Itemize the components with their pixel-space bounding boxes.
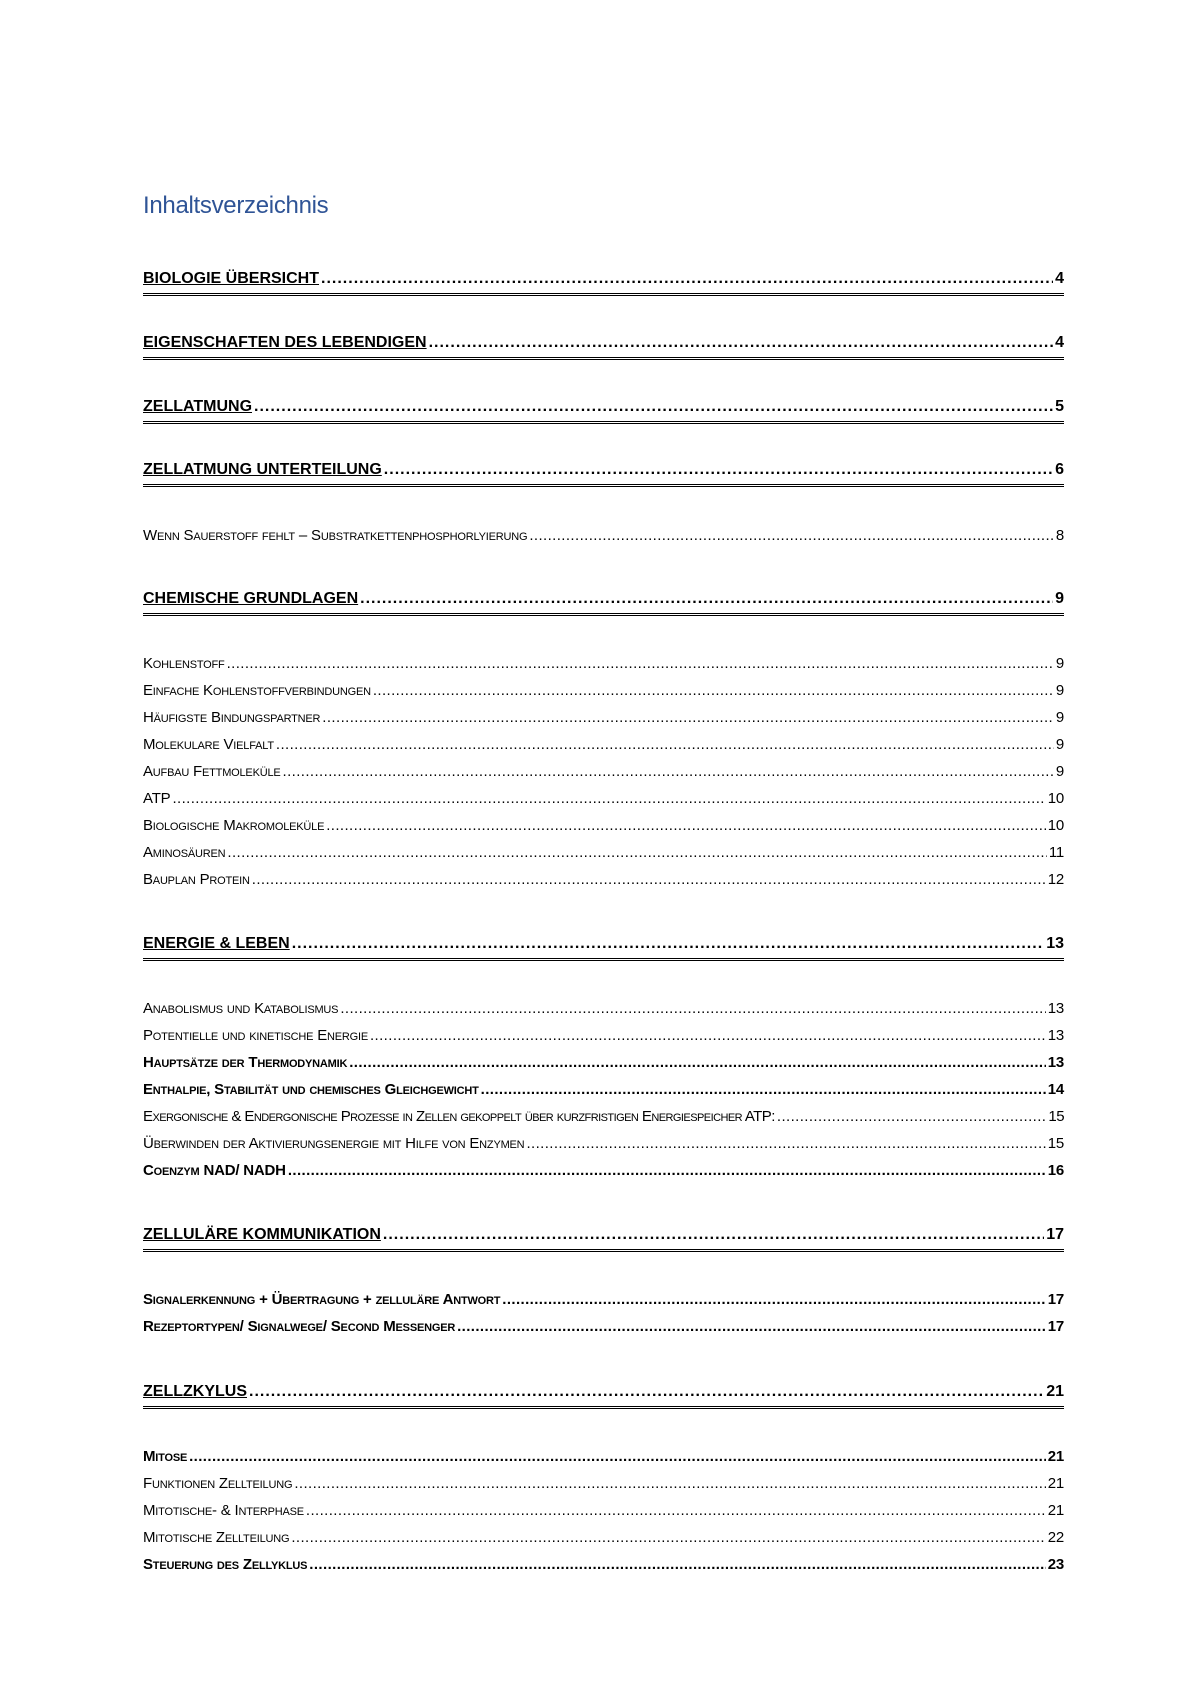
toc-entry-label: ZELLATMUNG (143, 398, 253, 415)
dot-leader (227, 655, 1054, 672)
toc-entry-page: 22 (1047, 1529, 1064, 1546)
toc-entry[interactable] (143, 1000, 1064, 1020)
toc-entry-page: 21 (1047, 1448, 1064, 1465)
toc-entry[interactable] (143, 1027, 1064, 1047)
toc-entry[interactable] (143, 763, 1064, 783)
toc-entry-page: 10 (1047, 817, 1064, 834)
toc-entry[interactable] (143, 1475, 1064, 1495)
toc-entry-label: Enthalpie, Stabilität und chemisches Gleichgewicht (143, 1081, 479, 1098)
dot-leader (384, 461, 1053, 479)
toc-entry[interactable] (143, 1108, 1064, 1128)
toc-entry-page: 17 (1047, 1318, 1064, 1335)
dot-leader (349, 1054, 1045, 1071)
toc-entry-page: 11 (1048, 844, 1064, 861)
dot-leader (276, 736, 1054, 753)
toc-entry-page: 9 (1055, 709, 1064, 726)
toc-entry-page: 13 (1047, 1000, 1064, 1017)
toc-entry[interactable] (143, 1529, 1064, 1549)
toc-entry-page: 23 (1047, 1556, 1064, 1573)
dot-leader (777, 1108, 1047, 1125)
toc-entry[interactable] (143, 1135, 1064, 1155)
dot-leader (373, 682, 1054, 699)
dot-leader (360, 590, 1053, 608)
toc-entry-page: 17 (1046, 1226, 1064, 1243)
toc-entry-label: ZELLATMUNG UNTERTEILUNG (143, 461, 382, 478)
toc-entry-page: 14 (1047, 1081, 1064, 1098)
dot-leader (370, 1027, 1046, 1044)
toc-entry[interactable] (143, 398, 1064, 424)
toc-entry-page: 15 (1047, 1135, 1064, 1152)
toc-entry-label: Bauplan Protein (143, 871, 250, 888)
dot-leader (529, 527, 1054, 544)
dot-leader (321, 270, 1053, 288)
toc-entry-page: 21 (1047, 1502, 1064, 1519)
toc-entry[interactable] (143, 270, 1064, 296)
dot-leader (292, 935, 1045, 953)
toc-entry-label: Steuerung des Zellyklus (143, 1556, 308, 1573)
toc-entry-label: Aminosäuren (143, 844, 226, 861)
dot-leader (294, 1475, 1045, 1492)
toc-title: Inhaltsverzeichnis (143, 192, 329, 219)
toc-entry[interactable] (143, 590, 1064, 616)
toc-entry-label: Aufbau Fettmoleküle (143, 763, 281, 780)
toc-entry-page: 12 (1047, 871, 1064, 888)
toc-entry-label: BIOLOGIE ÜBERSICHT (143, 270, 320, 287)
toc-entry-page: 17 (1047, 1291, 1064, 1308)
toc-entry-label: ZELLZKYLUS (143, 1383, 247, 1400)
toc-entry-label: Rezeptortypen/ Signalwege/ Second Messenger (143, 1318, 456, 1335)
toc-entry-page: 10 (1047, 790, 1064, 807)
dot-leader (340, 1000, 1045, 1017)
toc-entry-page: 16 (1047, 1162, 1064, 1179)
toc-entry-label: Mitose (143, 1448, 188, 1465)
toc-entry[interactable] (143, 334, 1064, 360)
toc-entry[interactable] (143, 736, 1064, 756)
dot-leader (326, 817, 1045, 834)
dot-leader (429, 334, 1054, 352)
toc-entry-label: Überwinden der Aktivierungsenergie mit Hilfe von Enzymen (143, 1135, 525, 1152)
toc-entry[interactable] (143, 1162, 1064, 1182)
toc-entry[interactable] (143, 790, 1064, 810)
toc-entry-label: ATP (143, 790, 171, 807)
toc-entry[interactable] (143, 1383, 1064, 1409)
dot-leader (322, 709, 1054, 726)
toc-entry-page: 6 (1055, 461, 1064, 478)
toc-entry-label: Exergonische & Endergonische Prozesse in Zellen gekoppelt über kurzfristigen Energiespeicher ATP: (143, 1108, 775, 1125)
dot-leader (227, 844, 1046, 861)
toc-entry[interactable] (143, 1502, 1064, 1522)
dot-leader (283, 763, 1054, 780)
toc-entry-label: Biologische Makromoleküle (143, 817, 325, 834)
toc-entry[interactable] (143, 461, 1064, 487)
dot-leader (288, 1162, 1046, 1179)
toc-entry-page: 4 (1055, 270, 1064, 287)
toc-entry-page: 9 (1055, 763, 1064, 780)
toc-entry[interactable] (143, 682, 1064, 702)
toc-entry-label: Einfache Kohlenstoffverbindungen (143, 682, 371, 699)
dot-leader (383, 1226, 1044, 1244)
dot-leader (252, 871, 1046, 888)
toc-entry-page: 15 (1048, 1108, 1064, 1125)
toc-entry-label: Kohlenstoff (143, 655, 225, 672)
toc-entry-label: Signalerkennung + Übertragung + zelluläre Antwort (143, 1291, 501, 1308)
toc-entry[interactable] (143, 709, 1064, 729)
toc-entry-label: ZELLULÄRE KOMMUNIKATION (143, 1226, 381, 1243)
toc-entry-label: CHEMISCHE GRUNDLAGEN (143, 590, 359, 607)
toc-entry[interactable] (143, 1226, 1064, 1252)
toc-entry-page: 8 (1055, 527, 1064, 544)
toc-entry-label: Mitotische Zellteilung (143, 1529, 290, 1546)
dot-leader (502, 1291, 1045, 1308)
toc-entry-label: Coenzym NAD/ NADH (143, 1162, 286, 1179)
toc-entry-label: Hauptsätze der Thermodynamik (143, 1054, 348, 1071)
toc-entry-label: Funktionen Zellteilung (143, 1475, 293, 1492)
dot-leader (249, 1383, 1044, 1401)
toc-entry-page: 9 (1055, 682, 1064, 699)
toc-entry[interactable] (143, 655, 1064, 675)
toc-entry-page: 9 (1055, 590, 1064, 607)
dot-leader (291, 1529, 1045, 1546)
dot-leader (526, 1135, 1045, 1152)
dot-leader (172, 790, 1045, 807)
toc-entry-label: Mitotische- & Interphase (143, 1502, 304, 1519)
toc-entry-page: 13 (1046, 935, 1064, 952)
toc-entry-page: 21 (1047, 1475, 1064, 1492)
toc-entry[interactable] (143, 817, 1064, 837)
toc-entry-label: Wenn Sauerstoff fehlt – Substratkettenphosphorlyierung (143, 527, 528, 544)
toc-entry-page: 9 (1055, 736, 1064, 753)
toc-entry[interactable] (143, 871, 1064, 891)
toc-entry[interactable] (143, 1556, 1064, 1576)
dot-leader (481, 1081, 1046, 1098)
toc-entry[interactable] (143, 1318, 1064, 1338)
toc-entry-label: Häufigste Bindungspartner (143, 709, 321, 726)
toc-entry-page: 9 (1055, 655, 1064, 672)
toc-entry[interactable] (143, 935, 1064, 961)
toc-entry-page: 13 (1047, 1054, 1064, 1071)
toc-entry-page: 21 (1046, 1383, 1064, 1400)
toc-entry[interactable] (143, 527, 1064, 547)
toc-entry[interactable] (143, 1448, 1064, 1468)
dot-leader (189, 1448, 1046, 1465)
toc-entry-label: Anabolismus und Katabolismus (143, 1000, 339, 1017)
toc-entry[interactable] (143, 1081, 1064, 1101)
dot-leader (306, 1502, 1046, 1519)
toc-entry-label: Potentielle und kinetische Energie (143, 1027, 368, 1044)
toc-entry-label: EIGENSCHAFTEN DES LEBENDIGEN (143, 334, 427, 351)
dot-leader (457, 1318, 1046, 1335)
toc-entry[interactable] (143, 1054, 1064, 1074)
dot-leader (254, 398, 1053, 416)
dot-leader (309, 1556, 1045, 1573)
toc-entry-page: 5 (1055, 398, 1064, 415)
toc-entry-page: 4 (1055, 334, 1064, 351)
toc-entry-page: 13 (1047, 1027, 1064, 1044)
toc-entry[interactable] (143, 844, 1064, 864)
toc-entry-label: Molekulare Vielfalt (143, 736, 274, 753)
toc-entry-label: ENERGIE & LEBEN (143, 935, 290, 952)
toc-entry[interactable] (143, 1291, 1064, 1311)
